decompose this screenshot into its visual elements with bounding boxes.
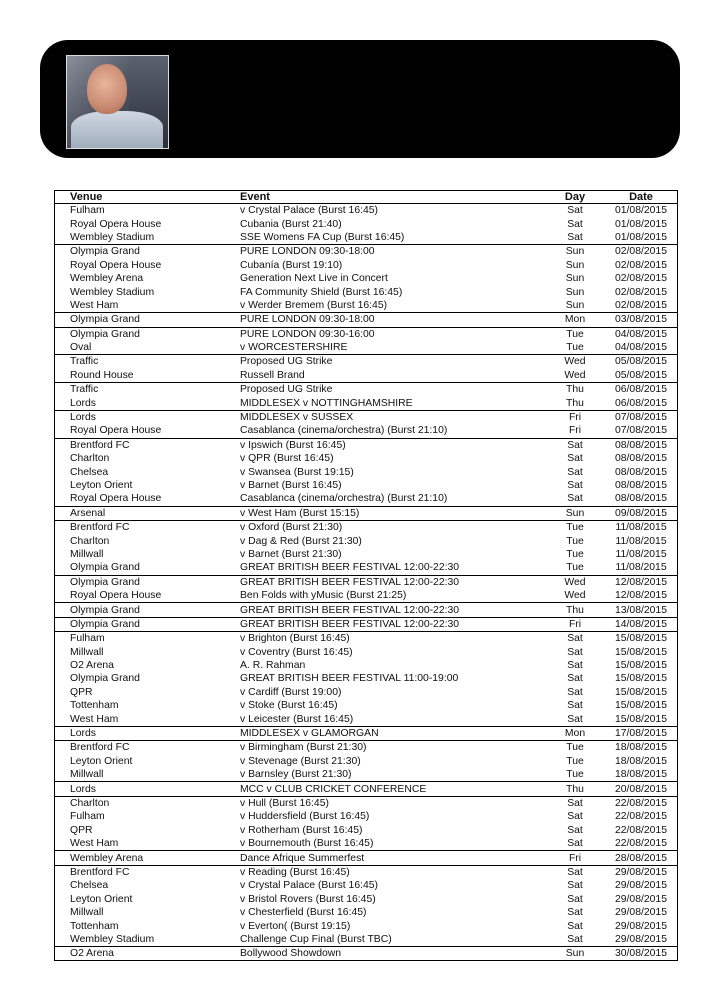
event-cell: v Swansea (Burst 19:15) [240, 466, 354, 478]
table-row [55, 327, 678, 341]
day-cell: Sat [567, 660, 583, 672]
table-row [55, 452, 678, 465]
event-cell: MIDDLESEX v GLAMORGAN [240, 726, 545, 740]
table-row [55, 272, 678, 285]
table-row [55, 575, 678, 589]
date-cell: 05/08/2015 [614, 369, 667, 381]
venue-cell: Wembley Arena [70, 273, 144, 285]
date-cell: 12/08/2015 [614, 590, 667, 602]
date-cell: 15/08/2015 [614, 660, 667, 672]
table-row [55, 465, 678, 478]
date-cell: 15/08/2015 [614, 713, 667, 725]
day-cell: Sun [565, 273, 585, 285]
event-cell: Russell Brand [240, 369, 305, 381]
day-cell: Sat [567, 920, 583, 932]
table-row [55, 865, 678, 879]
day-cell: Wed [545, 575, 605, 589]
header-event: Event [240, 191, 545, 204]
venue-cell: Traffic [55, 383, 241, 397]
date-cell: 01/08/2015 [614, 205, 667, 217]
event-cell: v Coventry (Burst 16:45) [240, 646, 353, 658]
venue-cell: Olympia Grand [55, 313, 241, 327]
venue-cell: Lords [55, 726, 241, 740]
photo-shirt [71, 111, 163, 149]
day-cell: Wed [564, 590, 586, 602]
venue-cell: Millwall [70, 907, 104, 919]
venue-cell: Wembley Stadium [70, 286, 155, 298]
event-cell: v Huddersfield (Burst 16:45) [240, 811, 370, 823]
date-cell: 05/08/2015 [605, 355, 678, 369]
table-row [55, 589, 678, 603]
day-cell: Sat [567, 466, 583, 478]
table-row [55, 231, 678, 245]
day-cell: Tue [566, 769, 584, 781]
venue-cell: Olympia Grand [55, 603, 241, 617]
day-cell: Sat [567, 880, 583, 892]
event-cell: Cubanía (Burst 19:10) [240, 259, 343, 271]
date-cell: 07/08/2015 [605, 410, 678, 424]
event-cell: v Ipswich (Burst 16:45) [240, 438, 545, 452]
date-cell: 22/08/2015 [614, 811, 667, 823]
date-cell: 06/08/2015 [614, 397, 667, 409]
venue-cell: West Ham [70, 713, 119, 725]
table-row [55, 906, 678, 919]
venue-cell: Chelsea [70, 466, 109, 478]
event-cell: v Brighton (Burst 16:45) [240, 632, 545, 646]
date-cell: 28/08/2015 [605, 851, 678, 865]
day-cell: Sat [567, 700, 583, 712]
table-body [55, 204, 678, 961]
table-row [55, 919, 678, 932]
venue-cell: Lords [70, 397, 96, 409]
table-row [55, 893, 678, 906]
day-cell: Wed [545, 355, 605, 369]
event-cell: GREAT BRITISH BEER FESTIVAL 12:00-22:30 [240, 603, 545, 617]
day-cell: Sat [567, 686, 583, 698]
header-day: Day [545, 191, 605, 204]
table-row [55, 947, 678, 961]
event-cell: v Barnet (Burst 21:30) [240, 548, 342, 560]
date-cell: 22/08/2015 [605, 796, 678, 810]
event-cell: GREAT BRITISH BEER FESTIVAL 12:00-22:30 [240, 617, 545, 631]
events-table [54, 190, 678, 961]
venue-cell: Royal Opera House [70, 590, 162, 602]
event-cell: GREAT BRITISH BEER FESTIVAL 11:00-19:00 [240, 673, 459, 685]
date-cell: 15/08/2015 [605, 632, 678, 646]
venue-cell: Wembley Stadium [70, 231, 155, 243]
table-row [55, 245, 678, 259]
event-cell: v Leicester (Burst 16:45) [240, 713, 354, 725]
venue-cell: Wembley Arena [55, 851, 241, 865]
day-cell: Tue [566, 548, 584, 560]
header-date: Date [605, 191, 678, 204]
venue-cell: West Ham [70, 838, 119, 850]
date-cell: 11/08/2015 [615, 535, 667, 547]
venue-cell: Tottenham [70, 700, 119, 712]
day-cell: Fri [545, 617, 605, 631]
day-cell: Thu [545, 603, 605, 617]
venue-cell: Tottenham [70, 920, 119, 932]
date-cell: 15/08/2015 [614, 686, 667, 698]
date-cell: 08/08/2015 [614, 453, 667, 465]
date-cell: 29/08/2015 [605, 865, 678, 879]
venue-cell: Millwall [70, 548, 104, 560]
event-cell: GREAT BRITISH BEER FESTIVAL 12:00-22:30 [240, 575, 545, 589]
day-cell: Sat [545, 632, 605, 646]
table-row [55, 879, 678, 892]
event-cell: Cubania (Burst 21:40) [240, 218, 342, 230]
day-cell: Sun [565, 299, 585, 311]
venue-cell: Olympia Grand [55, 327, 241, 341]
venue-cell: Leyton Orient [70, 480, 133, 491]
event-cell: v Barnsley (Burst 21:30) [240, 769, 352, 781]
event-cell: v Bournemouth (Burst 16:45) [240, 838, 374, 850]
table-row [55, 726, 678, 740]
table-row [55, 341, 678, 355]
venue-cell: QPR [70, 824, 93, 836]
event-cell: Bollywood Showdown [240, 947, 545, 961]
table-row [55, 824, 678, 837]
table-row [55, 561, 678, 575]
profile-photo [66, 55, 169, 149]
table-row [55, 217, 678, 230]
event-cell: FA Community Shield (Burst 16:45) [240, 286, 403, 298]
event-cell: v Crystal Palace (Burst 16:45) [240, 880, 379, 892]
day-cell: Sat [567, 893, 583, 905]
day-cell: Sat [567, 493, 583, 505]
event-cell: PURE LONDON 09:30-18:00 [240, 313, 545, 327]
date-cell: 04/08/2015 [614, 342, 667, 354]
day-cell: Sat [567, 907, 583, 919]
day-cell: Tue [545, 520, 605, 534]
venue-cell: Leyton Orient [70, 893, 133, 905]
table-row [55, 438, 678, 452]
table-row [55, 755, 678, 768]
date-cell: 29/08/2015 [614, 907, 667, 919]
date-cell: 06/08/2015 [605, 383, 678, 397]
table-row [55, 410, 678, 424]
event-cell: v WORCESTERSHIRE [240, 342, 348, 354]
table-row [55, 659, 678, 672]
venue-cell: Olympia Grand [55, 245, 241, 259]
day-cell: Sun [545, 506, 605, 520]
venue-cell: Traffic [55, 355, 241, 369]
event-cell: Challenge Cup Final (Burst TBC) [240, 933, 392, 945]
day-cell: Tue [545, 327, 605, 341]
table-row [55, 285, 678, 298]
venue-cell: Lords [55, 782, 241, 796]
venue-cell: Royal Opera House [70, 259, 162, 271]
day-cell: Sat [567, 205, 583, 217]
day-cell: Sat [545, 865, 605, 879]
day-cell: Sat [567, 453, 583, 465]
table-row [55, 603, 678, 617]
date-cell: 29/08/2015 [614, 920, 667, 932]
table-row [55, 632, 678, 646]
date-cell: 03/08/2015 [605, 313, 678, 327]
venue-cell: Royal Opera House [70, 218, 162, 230]
table-row [55, 548, 678, 561]
table-row [55, 741, 678, 755]
venue-cell: Brentford FC [55, 438, 241, 452]
day-cell: Sat [567, 218, 583, 230]
event-cell: v West Ham (Burst 15:15) [240, 506, 545, 520]
day-cell: Sun [565, 286, 585, 298]
date-cell: 22/08/2015 [614, 838, 667, 850]
day-cell: Fri [545, 851, 605, 865]
event-cell: Casablanca (cinema/orchestra) (Burst 21:10) [240, 493, 448, 505]
date-cell: 29/08/2015 [614, 893, 667, 905]
table-row [55, 520, 678, 534]
date-cell: 29/08/2015 [614, 880, 667, 892]
date-cell: 15/08/2015 [614, 700, 667, 712]
venue-cell: Royal Opera House [70, 493, 162, 505]
table-row [55, 699, 678, 712]
table-row [55, 686, 678, 699]
date-cell: 02/08/2015 [614, 273, 667, 285]
venue-cell: Oval [70, 342, 92, 354]
date-cell: 08/08/2015 [614, 466, 667, 478]
date-cell: 08/08/2015 [614, 493, 667, 505]
date-cell: 13/08/2015 [605, 603, 678, 617]
date-cell: 08/08/2015 [614, 480, 667, 491]
date-cell: 11/08/2015 [605, 520, 678, 534]
day-cell: Fri [568, 425, 582, 437]
venue-cell: Olympia Grand [70, 673, 140, 685]
date-cell: 02/08/2015 [614, 259, 667, 271]
event-cell: v QPR (Burst 16:45) [240, 453, 334, 465]
event-cell: v Werder Bremem (Burst 16:45) [240, 299, 388, 311]
day-cell: Tue [545, 741, 605, 755]
table-row [55, 646, 678, 659]
event-cell: v Birmingham (Burst 21:30) [240, 741, 545, 755]
table-row [55, 204, 678, 218]
table-row [55, 617, 678, 631]
event-cell: v Stevenage (Burst 21:30) [240, 755, 361, 767]
venue-cell: Brentford FC [55, 865, 241, 879]
venue-cell: Lords [55, 410, 241, 424]
day-cell: Mon [545, 726, 605, 740]
event-cell: v Everton( (Burst 19:15) [240, 920, 351, 932]
event-cell: v Crystal Palace (Burst 16:45) [240, 205, 379, 217]
venue-cell: Millwall [70, 646, 104, 658]
venue-cell: Fulham [70, 811, 105, 823]
table-row [55, 383, 678, 397]
venue-cell: Round House [70, 369, 134, 381]
day-cell: Sat [567, 480, 583, 491]
table-row [55, 837, 678, 851]
day-cell: Tue [566, 755, 584, 767]
day-cell: Sat [567, 838, 583, 850]
event-cell: MIDDLESEX v SUSSEX [240, 410, 545, 424]
table-row [55, 810, 678, 823]
day-cell: Sun [545, 947, 605, 961]
table-row [55, 355, 678, 369]
event-cell: v Reading (Burst 16:45) [240, 865, 545, 879]
day-cell: Thu [545, 383, 605, 397]
date-cell: 08/08/2015 [605, 438, 678, 452]
date-cell: 18/08/2015 [605, 741, 678, 755]
table-row [55, 396, 678, 410]
table-row [55, 851, 678, 865]
event-cell: MCC v CLUB CRICKET CONFERENCE [240, 782, 545, 796]
date-cell: 02/08/2015 [605, 245, 678, 259]
day-cell: Sat [545, 438, 605, 452]
day-cell: Tue [566, 342, 584, 354]
day-cell: Tue [566, 535, 584, 547]
event-cell: A. R. Rahman [240, 660, 306, 672]
venue-cell: Olympia Grand [55, 575, 241, 589]
venue-cell: Olympia Grand [70, 562, 140, 574]
date-cell: 11/08/2015 [615, 562, 667, 574]
event-cell: Casablanca (cinema/orchestra) (Burst 21:10) [240, 425, 448, 437]
day-cell: Sat [567, 933, 583, 945]
date-cell: 01/08/2015 [614, 218, 667, 230]
table-row [55, 369, 678, 383]
event-cell: v Oxford (Burst 21:30) [240, 520, 545, 534]
table-header-row [55, 191, 678, 204]
venue-cell: West Ham [70, 299, 119, 311]
venue-cell: Charlton [70, 453, 110, 465]
day-cell: Thu [566, 397, 584, 409]
day-cell: Wed [564, 369, 586, 381]
date-cell: 20/08/2015 [605, 782, 678, 796]
table-row [55, 479, 678, 492]
venue-cell: Brentford FC [55, 520, 241, 534]
venue-cell: Leyton Orient [70, 755, 133, 767]
event-cell: v Rotherham (Burst 16:45) [240, 824, 363, 836]
day-cell: Thu [545, 782, 605, 796]
event-cell: v Chesterfield (Burst 16:45) [240, 907, 367, 919]
date-cell: 02/08/2015 [614, 299, 667, 311]
table-row [55, 299, 678, 313]
photo-face [87, 64, 127, 114]
date-cell: 01/08/2015 [614, 231, 667, 243]
table-row [55, 796, 678, 810]
event-cell: MIDDLESEX v NOTTINGHAMSHIRE [240, 397, 413, 409]
venue-cell: QPR [70, 686, 93, 698]
venue-cell: Brentford FC [55, 741, 241, 755]
date-cell: 17/08/2015 [605, 726, 678, 740]
day-cell: Sat [567, 673, 583, 685]
date-cell: 30/08/2015 [605, 947, 678, 961]
venue-cell: Arsenal [55, 506, 241, 520]
date-cell: 18/08/2015 [614, 769, 667, 781]
venue-cell: Fulham [70, 205, 105, 217]
venue-cell: Olympia Grand [55, 617, 241, 631]
venue-cell: Fulham [55, 632, 241, 646]
venue-cell: Millwall [70, 769, 104, 781]
table-row [55, 782, 678, 796]
event-cell: Generation Next Live in Concert [240, 273, 388, 285]
venue-cell: O2 Arena [70, 660, 114, 672]
date-cell: 29/08/2015 [614, 933, 667, 945]
day-cell: Sat [567, 646, 583, 658]
date-cell: 15/08/2015 [614, 673, 667, 685]
day-cell: Sat [567, 824, 583, 836]
table-row [55, 492, 678, 506]
venue-cell: Royal Opera House [70, 425, 162, 437]
date-cell: 02/08/2015 [614, 286, 667, 298]
table-row [55, 313, 678, 327]
table-row [55, 534, 678, 547]
venue-cell: Chelsea [70, 880, 109, 892]
table-row [55, 672, 678, 685]
day-cell: Fri [545, 410, 605, 424]
table-row [55, 506, 678, 520]
day-cell: Tue [566, 562, 584, 574]
date-cell: 11/08/2015 [615, 548, 667, 560]
event-cell: v Bristol Rovers (Burst 16:45) [240, 893, 376, 905]
event-cell: Proposed UG Strike [240, 383, 545, 397]
event-cell: v Stoke (Burst 16:45) [240, 700, 338, 712]
date-cell: 22/08/2015 [614, 824, 667, 836]
event-cell: PURE LONDON 09:30-18:00 [240, 245, 545, 259]
date-cell: 14/08/2015 [605, 617, 678, 631]
day-cell: Sat [567, 811, 583, 823]
event-cell: Dance Afrique Summerfest [240, 851, 545, 865]
day-cell: Mon [545, 313, 605, 327]
venue-cell: Wembley Stadium [70, 933, 155, 945]
venue-cell: Charlton [70, 535, 110, 547]
date-cell: 04/08/2015 [605, 327, 678, 341]
event-cell: v Cardiff (Burst 19:00) [240, 686, 342, 698]
date-cell: 18/08/2015 [614, 755, 667, 767]
venue-cell: Charlton [55, 796, 241, 810]
event-cell: PURE LONDON 09:30-16:00 [240, 327, 545, 341]
table-row [55, 259, 678, 272]
table-row [55, 768, 678, 782]
table-row [55, 933, 678, 947]
event-cell: v Barnet (Burst 16:45) [240, 480, 342, 491]
table-row [55, 712, 678, 726]
venue-cell: O2 Arena [55, 947, 241, 961]
event-cell: Ben Folds with yMusic (Burst 21:25) [240, 590, 407, 602]
header-venue: Venue [55, 191, 241, 204]
date-cell: 12/08/2015 [605, 575, 678, 589]
day-cell: Sat [567, 231, 583, 243]
event-cell: Proposed UG Strike [240, 355, 545, 369]
table-row [55, 424, 678, 438]
day-cell: Sat [567, 713, 583, 725]
event-cell: GREAT BRITISH BEER FESTIVAL 12:00-22:30 [240, 562, 460, 574]
day-cell: Sun [545, 245, 605, 259]
day-cell: Sun [565, 259, 585, 271]
date-cell: 07/08/2015 [614, 425, 667, 437]
day-cell: Sat [545, 796, 605, 810]
date-cell: 09/08/2015 [605, 506, 678, 520]
event-cell: v Hull (Burst 16:45) [240, 796, 545, 810]
event-cell: v Dag & Red (Burst 21:30) [240, 535, 362, 547]
date-cell: 15/08/2015 [614, 646, 667, 658]
event-cell: SSE Womens FA Cup (Burst 16:45) [240, 231, 405, 243]
